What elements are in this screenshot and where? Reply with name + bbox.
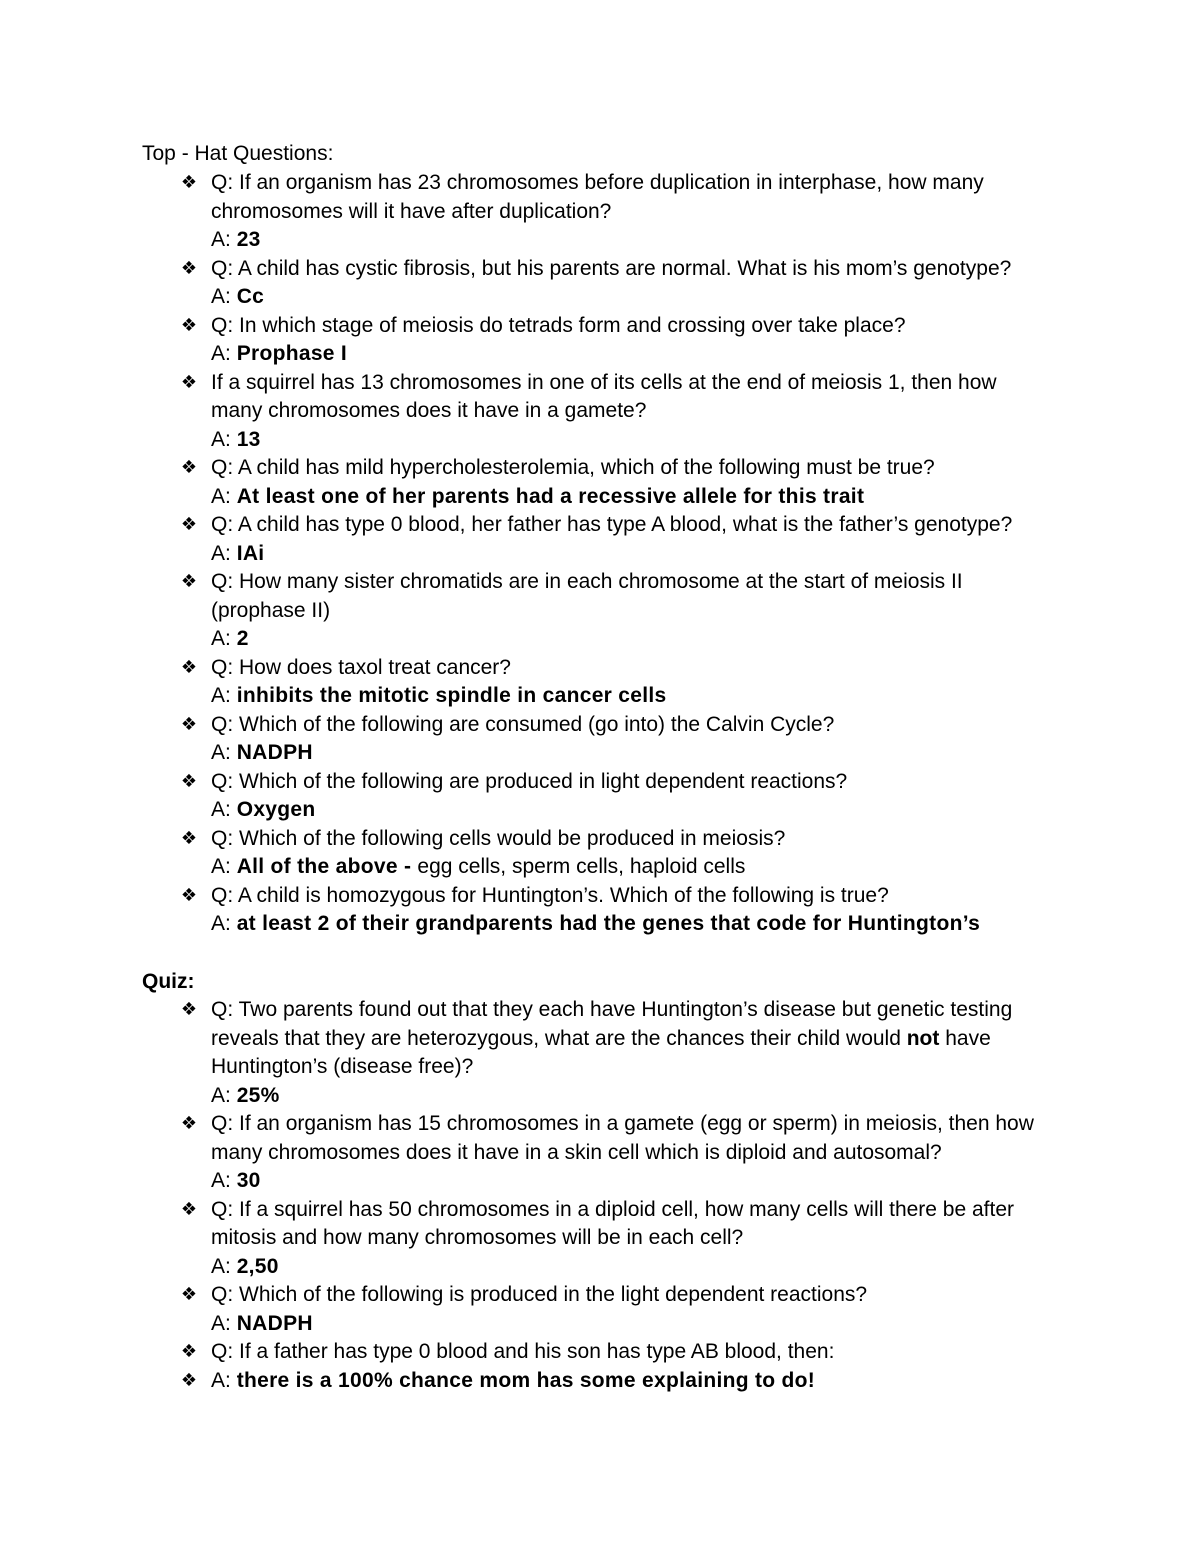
question-text: have (939, 1026, 991, 1050)
answer-line (211, 283, 1071, 312)
section-title-quiz: Quiz: (142, 970, 195, 993)
answer-line (211, 910, 1071, 939)
answer-prefix: A: (211, 342, 237, 365)
question-block (211, 255, 1071, 312)
answer-text: 23 (236, 228, 261, 251)
question-block (211, 312, 1071, 369)
emphasis-text: not (906, 1026, 940, 1050)
question-block (211, 1196, 1071, 1282)
answer-prefix: A: (211, 1083, 237, 1107)
question-block (211, 1338, 1071, 1367)
answer-line (211, 1367, 1071, 1396)
question-block (211, 1110, 1071, 1196)
answer-text: IAi (236, 541, 265, 565)
answer-line (211, 340, 1071, 369)
diamond-bullet-icon: ❖ (180, 571, 198, 592)
question-line: Q: A child has type 0 blood, her father has type A blood, what is the father’s genotype? (211, 513, 1013, 536)
question-block (211, 825, 1071, 882)
question-line: Q: Which of the following are produced in light dependent reactions? (211, 769, 848, 793)
answer-line (211, 426, 1071, 455)
question-block (211, 369, 1071, 455)
question-block (211, 454, 1071, 511)
answer-text: NADPH (236, 741, 313, 764)
diamond-bullet-icon: ❖ (180, 999, 198, 1020)
answer-text: there is a 100% chance mom has some explaining to do! (236, 1369, 816, 1392)
diamond-bullet-icon: ❖ (180, 884, 198, 906)
question-line: mitosis and how many chromosomes will be in each cell? (211, 1226, 744, 1249)
diamond-bullet-icon: ❖ (180, 1284, 198, 1305)
answer-line (211, 1310, 1071, 1339)
question-line: Q: If a squirrel has 50 chromosomes in a diploid cell, how many cells will there be after (211, 1197, 1015, 1221)
question-line (211, 1025, 1071, 1054)
answer-block (211, 1367, 1071, 1396)
answer-text: 30 (236, 1169, 261, 1192)
answer-text: 2 (236, 627, 249, 650)
diamond-bullet-icon: ❖ (180, 713, 198, 735)
answer-prefix: A: (211, 541, 237, 565)
diamond-bullet-icon: ❖ (180, 314, 198, 336)
question-line: Q: If an organism has 15 chromosomes in a gamete (egg or sperm) in meiosis, then how (211, 1112, 1034, 1135)
diamond-bullet-icon: ❖ (180, 770, 198, 792)
answer-prefix: A: (211, 427, 237, 451)
diamond-bullet-icon: ❖ (180, 1198, 198, 1220)
question-line: chromosomes will it have after duplication? (211, 199, 612, 223)
answer-text: inhibits the mitotic spindle in cancer cells (236, 684, 667, 707)
answer-line (211, 682, 1071, 711)
question-line: Q: Two parents found out that they each have Huntington’s disease but genetic testing (211, 998, 1013, 1021)
question-block (211, 882, 1071, 939)
answer-line (211, 853, 1071, 882)
answer-text: 25% (236, 1083, 280, 1107)
diamond-bullet-icon: ❖ (180, 371, 198, 393)
answer-text: 13 (236, 427, 261, 451)
answer-prefix: A: (211, 798, 237, 821)
question-line: Huntington’s (disease free)? (211, 1055, 474, 1078)
diamond-bullet-icon: ❖ (180, 514, 198, 535)
answer-prefix: A: (211, 285, 237, 308)
answer-text: NADPH (236, 1311, 313, 1335)
question-line: Q: How does taxol treat cancer? (211, 655, 511, 679)
answer-prefix: A: (211, 484, 237, 508)
question-line: Q: How many sister chromatids are in each chromosome at the start of meiosis II (211, 570, 963, 593)
question-line: Q: If a father has type 0 blood and his son has type AB blood, then: (211, 1340, 835, 1363)
diamond-bullet-icon: ❖ (180, 457, 198, 478)
answer-prefix: A: (211, 741, 237, 764)
question-line: many chromosomes does it have in a gamete? (211, 399, 647, 422)
question-line: many chromosomes does it have in a skin cell which is diploid and autosomal? (211, 1140, 942, 1164)
question-block (211, 711, 1071, 768)
question-line: Q: Which of the following are consumed (go into) the Calvin Cycle? (211, 712, 835, 736)
answer-line (211, 1167, 1071, 1196)
answer-prefix: A: (211, 1169, 237, 1192)
answer-prefix: A: (211, 855, 237, 878)
diamond-bullet-icon: ❖ (180, 827, 198, 849)
answer-prefix: A: (211, 627, 237, 650)
answer-text: Cc (236, 285, 265, 308)
answer-prefix: A: (211, 1254, 237, 1278)
answer-line (211, 1253, 1071, 1282)
question-line: Q: If an organism has 23 chromosomes before duplication in interphase, how many (211, 171, 984, 194)
question-line: Q: A child has mild hypercholesterolemia, which of the following must be true? (211, 456, 935, 479)
question-block (211, 654, 1071, 711)
question-line: If a squirrel has 13 chromosomes in one of its cells at the end of meiosis 1, then how (211, 370, 997, 394)
diamond-bullet-icon: ❖ (180, 1113, 198, 1134)
question-text: reveals that they are heterozygous, what are the chances their child would (211, 1026, 907, 1050)
answer-text: Prophase I (236, 342, 348, 365)
diamond-bullet-icon: ❖ (180, 172, 198, 193)
answer-text: 2,50 (236, 1254, 279, 1278)
diamond-bullet-icon: ❖ (180, 257, 198, 279)
answer-prefix: A: (211, 1311, 237, 1335)
question-line: (prophase II) (211, 598, 331, 622)
answer-text: All of the above - (236, 855, 418, 878)
question-block (211, 511, 1071, 568)
diamond-bullet-icon: ❖ (180, 1341, 198, 1362)
diamond-bullet-icon: ❖ (180, 1370, 198, 1391)
answer-line (211, 226, 1071, 255)
answer-prefix: A: (211, 912, 237, 935)
diamond-bullet-icon: ❖ (180, 656, 198, 678)
question-block (211, 996, 1071, 1110)
answer-line (211, 739, 1071, 768)
answer-line (211, 483, 1071, 512)
answer-line (211, 1082, 1071, 1111)
answer-prefix: A: (211, 228, 237, 251)
question-line: Q: In which stage of meiosis do tetrads form and crossing over take place? (211, 313, 906, 337)
answer-line (211, 540, 1071, 569)
answer-line (211, 625, 1071, 654)
section-title-tophat: Top - Hat Questions: (142, 142, 334, 165)
answer-prefix: A: (211, 1369, 237, 1392)
question-block (211, 169, 1071, 255)
question-block (211, 568, 1071, 654)
question-line: Q: A child is homozygous for Huntington’s. Which of the following is true? (211, 883, 889, 907)
answer-prefix: A: (211, 684, 237, 707)
answer-line (211, 796, 1071, 825)
answer-text: Oxygen (236, 798, 316, 821)
question-block (211, 768, 1071, 825)
question-line: Q: Which of the following is produced in the light dependent reactions? (211, 1283, 868, 1306)
question-line: Q: Which of the following cells would be produced in meiosis? (211, 826, 786, 850)
answer-detail: egg cells, sperm cells, haploid cells (417, 855, 746, 878)
question-block (211, 1281, 1071, 1338)
question-line: Q: A child has cystic fibrosis, but his parents are normal. What is his mom’s genotype? (211, 256, 1012, 280)
answer-text: At least one of her parents had a recessive allele for this trait (236, 484, 865, 508)
answer-text: at least 2 of their grandparents had the genes that code for Huntington’s (236, 912, 981, 935)
